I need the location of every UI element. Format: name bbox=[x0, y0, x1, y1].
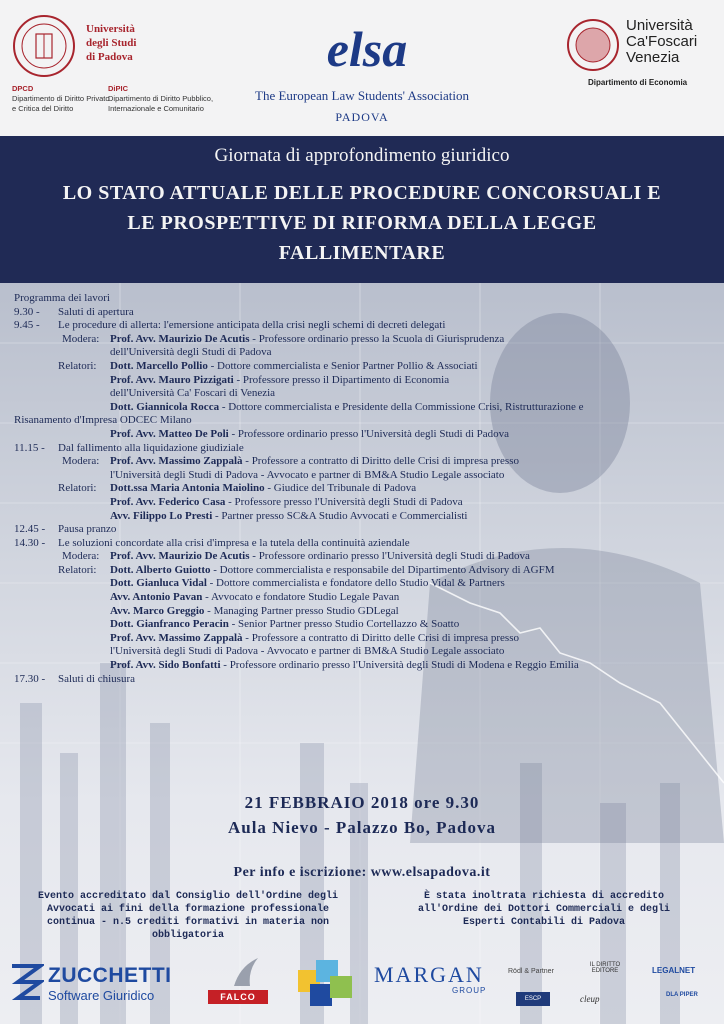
speaker-entry bbox=[110, 482, 416, 496]
program-line bbox=[14, 632, 714, 646]
event-venue: Aula Nievo - Palazzo Bo, Padova bbox=[227, 818, 497, 837]
program-line bbox=[14, 319, 714, 333]
program-line bbox=[14, 306, 714, 320]
dipic-line: Dipartimento di Diritto Pubblico, bbox=[108, 94, 214, 103]
program-line bbox=[14, 387, 714, 401]
university-of-padova-seal-icon bbox=[12, 14, 76, 78]
program-cont: l'Università degli Studi di Padova - Avvocato e partner di BM&A Studio Legale associato bbox=[110, 645, 505, 658]
program-text: Dal fallimento alla liquidazione giudiziale bbox=[58, 441, 244, 454]
program-line bbox=[14, 428, 714, 442]
program-line bbox=[14, 496, 714, 510]
program-role: Relatori: bbox=[58, 359, 97, 372]
event-subtitle: Giornata di approfondimento giuridico bbox=[214, 145, 510, 166]
title-line: FALLIMENTARE bbox=[278, 242, 446, 264]
speaker-name: Dott. Gianfranco Peracin bbox=[110, 618, 229, 631]
program-role: Relatori: bbox=[58, 482, 97, 495]
speaker-entry bbox=[110, 374, 449, 388]
speaker-name: Prof. Avv. Maurizio De Acutis bbox=[110, 550, 250, 563]
speaker-description: - Managing Partner presso Studio GDLegal bbox=[204, 604, 399, 617]
info-registration: Per info e iscrizione: www.elsapadova.it bbox=[233, 865, 491, 880]
zucchetti-logo-icon bbox=[10, 962, 44, 1002]
elsa-city: PADOVA bbox=[335, 110, 389, 124]
zucchetti-sub: Software Giuridico bbox=[48, 988, 155, 1003]
speaker-entry bbox=[110, 496, 463, 510]
elsa-logo bbox=[302, 18, 432, 82]
svg-text:elsa: elsa bbox=[326, 21, 408, 77]
speaker-name: Dott. Marcello Pollio bbox=[110, 359, 208, 372]
speaker-entry bbox=[110, 360, 478, 374]
speaker-description: - Professore presso l'Università degli Studi di Padova bbox=[225, 495, 463, 508]
title-line: LE PROSPETTIVE DI RIFORMA DELLA LEGGE bbox=[127, 212, 597, 234]
speaker-name: Prof. Avv. Maurizio De Acutis bbox=[110, 332, 250, 345]
program-time: 17.30 - bbox=[14, 672, 46, 685]
speaker-description: - Dottore commercialista e Presidente della Commissione Crisi, Ristrutturazione e bbox=[219, 400, 584, 413]
speaker-entry bbox=[110, 605, 399, 619]
program-line bbox=[14, 333, 714, 347]
speaker-entry bbox=[110, 333, 504, 347]
program-time: 11.15 - bbox=[14, 441, 45, 454]
program-role: Modera: bbox=[62, 550, 100, 563]
title-line: LO STATO ATTUALE DELLE PROCEDURE CONCORSUALI E bbox=[62, 182, 662, 204]
speaker-description: - Professore ordinario presso l'Università degli Studi di Padova bbox=[249, 550, 530, 563]
program-line bbox=[14, 673, 714, 687]
speaker-entry bbox=[110, 632, 519, 646]
header bbox=[0, 0, 724, 136]
speaker-name: Prof. Avv. Massimo Zappalà bbox=[110, 631, 243, 644]
program-text: Le soluzioni concordate alla crisi d'impresa e la tutela della continuità aziendale bbox=[58, 536, 410, 549]
program-text: Pausa pranzo bbox=[58, 523, 117, 536]
accreditation-line: continua - n.5 crediti formativi in materia non bbox=[46, 917, 330, 928]
speaker-entry bbox=[110, 564, 555, 578]
speaker-description: - Giudice del Tribunale di Padova bbox=[264, 482, 417, 495]
program-role: Relatori: bbox=[58, 563, 97, 576]
ca-foscari-name bbox=[626, 18, 697, 66]
uni-right-line: Università bbox=[626, 17, 693, 34]
program-line bbox=[14, 374, 714, 388]
program-line bbox=[14, 618, 714, 632]
program-line bbox=[14, 523, 714, 537]
dpcd-code: DPCD bbox=[12, 84, 34, 93]
program-line bbox=[14, 591, 714, 605]
accreditation-line: Avvocati ai fini della formazione professionale bbox=[46, 904, 330, 915]
program-time: 14.30 - bbox=[14, 536, 46, 549]
uni-left-line: degli Studi bbox=[86, 37, 137, 49]
speaker-description: - Partner presso SC&A Studio Avvocati e Commercialisti bbox=[212, 509, 468, 522]
speaker-name: Prof. Avv. Massimo Zappalà bbox=[110, 455, 243, 468]
margan-name: MARGAN bbox=[374, 962, 484, 987]
uni-right-line: Venezia bbox=[626, 49, 680, 66]
program-line bbox=[14, 360, 714, 374]
legalnet-logo: LEGALNET bbox=[652, 966, 696, 975]
rodl-logo: Rödl & Partner bbox=[508, 968, 554, 975]
program-role: Modera: bbox=[62, 455, 100, 468]
speaker-entry bbox=[110, 659, 579, 673]
uni-left-line: di Padova bbox=[86, 51, 133, 63]
speaker-entry bbox=[110, 577, 505, 591]
speaker-description: - Professore a contratto di Diritto delle Crisi di impresa presso bbox=[242, 631, 519, 644]
speaker-description: - Professore ordinario presso l'Università degli Studi di Padova bbox=[228, 427, 510, 440]
speaker-entry bbox=[110, 455, 519, 469]
program-line bbox=[14, 469, 714, 483]
speaker-description: - Dottore commercialista e Senior Partner Pollio & Associati bbox=[207, 359, 478, 372]
falco-logo: FALCO bbox=[208, 990, 268, 1004]
program-line bbox=[14, 455, 714, 469]
elsa-full-name: The European Law Students' Association bbox=[255, 88, 469, 103]
zucchetti-name: ZUCCHETTI bbox=[48, 964, 172, 987]
speaker-name: Dott.ssa Maria Antonia Maiolino bbox=[110, 482, 265, 495]
speaker-name: Prof. Avv. Federico Casa bbox=[110, 495, 226, 508]
event-date: 21 FEBBRAIO 2018 ore 9.30 bbox=[244, 793, 480, 812]
diritto-editore-logo: IL DIRITTO EDITORE bbox=[589, 962, 621, 974]
program-line bbox=[14, 659, 714, 673]
cleup-logo: cleup bbox=[580, 994, 600, 1004]
program-text: Saluti di apertura bbox=[58, 305, 134, 318]
dipic-line: Internazionale e Comunitario bbox=[108, 104, 204, 113]
speaker-description: - Dottore commercialista e responsabile del Dipartimento Advisory di AGFM bbox=[210, 563, 555, 576]
speaker-entry bbox=[110, 591, 399, 605]
program-time: 12.45 - bbox=[14, 523, 46, 536]
speaker-name: Dott. Gianluca Vidal bbox=[110, 577, 207, 590]
speaker-description: - Dottore commercialista e fondatore dello Studio Vidal & Partners bbox=[206, 577, 505, 590]
program-heading: Programma dei lavori bbox=[14, 292, 110, 304]
escp-logo: ESCP bbox=[516, 992, 550, 1006]
program-line bbox=[14, 564, 714, 578]
accreditation-line: È stata inoltrata richiesta di accredito bbox=[423, 891, 665, 902]
program-line bbox=[14, 510, 714, 524]
speaker-name: Avv. Marco Greggio bbox=[110, 604, 205, 617]
accreditation-line: obbligatoria bbox=[151, 930, 224, 941]
event-title bbox=[20, 178, 704, 268]
speaker-name: Avv. Filippo Lo Presti bbox=[110, 509, 213, 522]
uni-right-line: Ca'Foscari bbox=[626, 33, 698, 50]
speaker-name: Prof. Avv. Matteo De Poli bbox=[110, 427, 229, 440]
program-cont: dell'Università degli Studi di Padova bbox=[110, 346, 272, 359]
speaker-entry bbox=[110, 550, 530, 564]
dipic-department bbox=[108, 84, 213, 114]
speaker-name: Prof. Avv. Mauro Pizzigati bbox=[110, 373, 234, 386]
program-line bbox=[14, 645, 714, 659]
program-time: 9.45 - bbox=[14, 319, 40, 332]
speaker-name: Dott. Alberto Guiotto bbox=[110, 563, 211, 576]
program-line bbox=[14, 577, 714, 591]
program-line bbox=[14, 442, 714, 456]
uni-left-line: Università bbox=[86, 23, 135, 35]
speaker-entry bbox=[110, 401, 584, 415]
program-text: Le procedure di allerta: l'emersione anticipata della crisi negli schemi di decreti delegati bbox=[58, 319, 446, 332]
dpcd-line: e Critica del Diritto bbox=[12, 104, 74, 113]
speaker-entry bbox=[110, 510, 467, 524]
speaker-description: - Avvocato e fondatore Studio Legale Pavan bbox=[202, 591, 400, 604]
program-time: 9.30 - bbox=[14, 305, 40, 318]
accreditation-line: Esperti Contabili di Padova bbox=[462, 917, 626, 928]
program-line bbox=[14, 550, 714, 564]
program-line bbox=[14, 482, 714, 496]
program-role: Modera: bbox=[62, 332, 100, 345]
dpcd-line: Dipartimento di Diritto Privato bbox=[12, 94, 110, 103]
margan-logo-icon bbox=[296, 956, 370, 1012]
accreditation-lawyers bbox=[28, 890, 348, 942]
margan-sub: GROUP bbox=[452, 986, 487, 995]
speaker-name: Prof. Avv. Sido Bonfatti bbox=[110, 659, 221, 672]
program-line bbox=[14, 537, 714, 551]
economics-department: Dipartimento di Economia bbox=[588, 78, 688, 87]
university-of-padova-name bbox=[86, 22, 136, 64]
program-lines bbox=[14, 306, 714, 687]
dipic-code: DiPIC bbox=[108, 84, 129, 93]
sponsors bbox=[0, 950, 724, 1024]
speaker-description: - Professore ordinario presso l'Università degli Studi di Modena e Reggio Emilia bbox=[220, 659, 579, 672]
falco-bird-icon bbox=[230, 956, 260, 988]
dla-piper-logo: DLA PIPER bbox=[666, 992, 698, 998]
dpcd-department bbox=[12, 84, 110, 114]
speaker-entry bbox=[110, 618, 459, 632]
program-line bbox=[14, 414, 714, 428]
program-line bbox=[14, 346, 714, 360]
program-text: Saluti di chiusura bbox=[58, 672, 135, 685]
speaker-description: - Professore ordinario presso la Scuola di Giurisprudenza bbox=[249, 332, 505, 345]
program-cont2: Risanamento d'Impresa ODCEC Milano bbox=[14, 414, 192, 427]
program-line bbox=[14, 401, 714, 415]
speaker-entry bbox=[110, 428, 509, 442]
speaker-name: Avv. Antonio Pavan bbox=[110, 591, 203, 604]
speaker-name: Dott. Giannicola Rocca bbox=[110, 400, 220, 413]
program bbox=[14, 292, 714, 686]
accreditation-line: Evento accreditato dal Consiglio dell'Ordine degli bbox=[37, 891, 339, 902]
speaker-description: - Senior Partner presso Studio Cortellazzo & Soatto bbox=[228, 618, 460, 631]
accreditation-accountants bbox=[384, 890, 704, 929]
speaker-description: - Professore a contratto di Diritto delle Crisi di impresa presso bbox=[242, 455, 519, 468]
ca-foscari-seal-icon bbox=[566, 18, 620, 72]
program-cont: dell'Università Ca' Foscari di Venezia bbox=[110, 387, 276, 400]
accreditation-line: all'Ordine dei Dottori Commerciali e degli bbox=[417, 904, 671, 915]
program-cont: l'Università degli Studi di Padova - Avvocato e partner di BM&A Studio Legale associato bbox=[110, 468, 505, 481]
speaker-description: - Professore presso il Dipartimento di Economia bbox=[233, 373, 450, 386]
program-line bbox=[14, 605, 714, 619]
